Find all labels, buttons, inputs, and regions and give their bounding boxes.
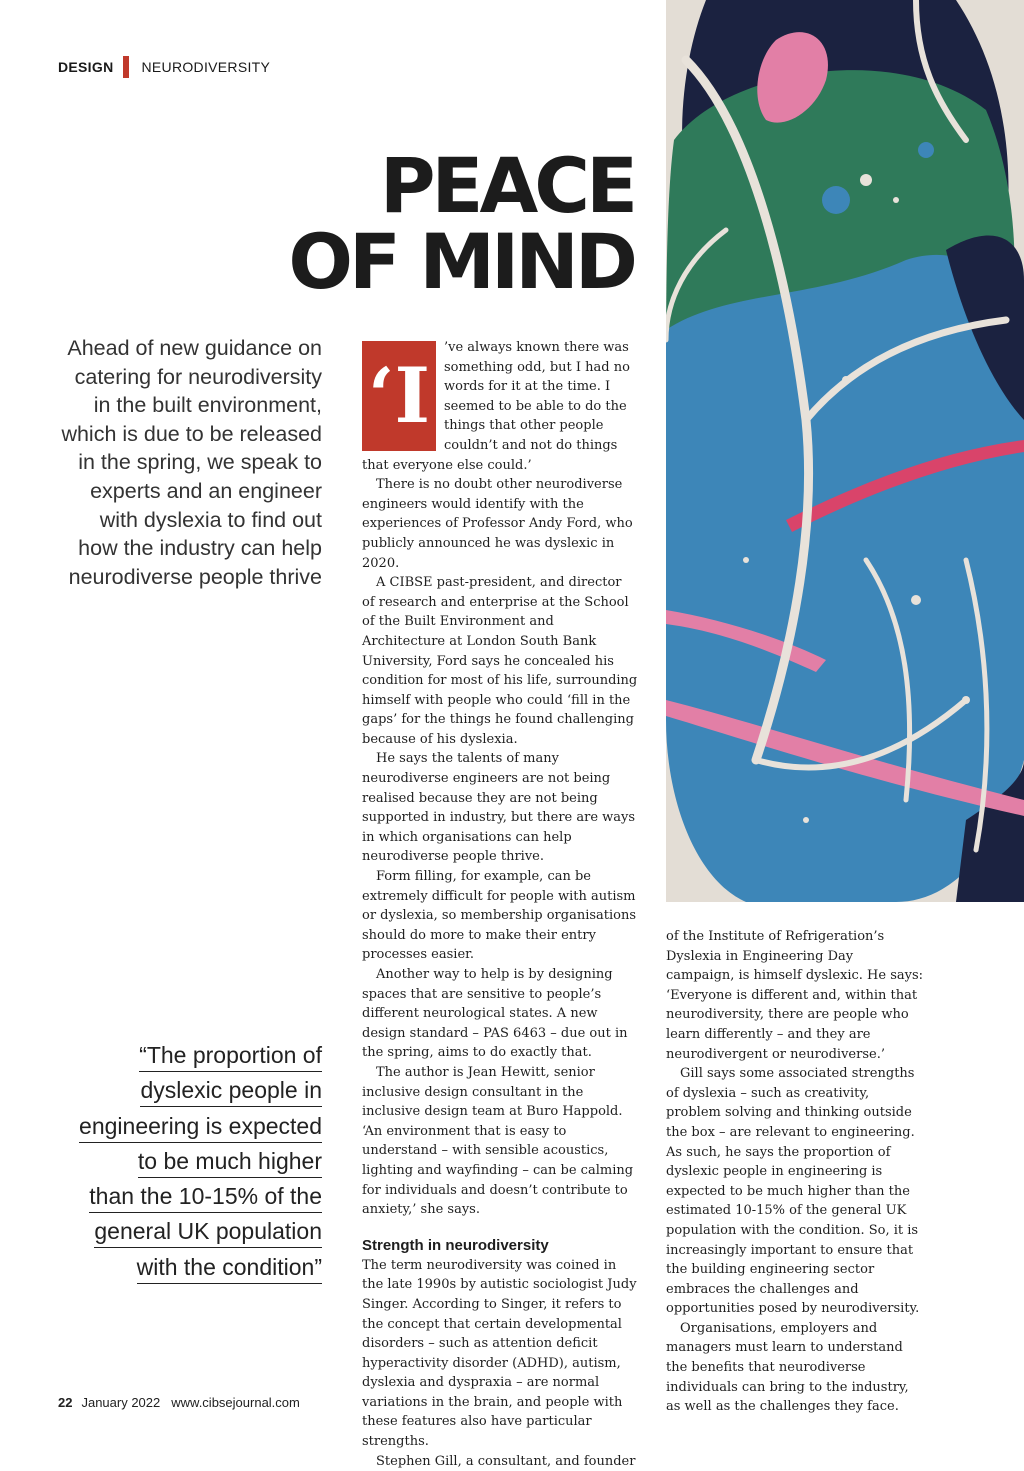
pullquote-line: with the condition”	[58, 1250, 322, 1285]
art-dot	[860, 174, 872, 186]
art-dot	[743, 557, 749, 563]
article-paragraph: Another way to help is by designing spaces that are sensitive to people’s different neurological states. A new design standard – PAS 6463 – due out in the spring, aims to do exactly that.	[362, 967, 628, 1061]
art-dot	[803, 817, 809, 823]
article-column-1	[362, 338, 638, 1471]
website-link[interactable]: www.cibsejournal.com	[171, 1394, 300, 1410]
article-paragraph: The term neurodiversity was coined in the late 1990s by autistic sociologist Judy Singer. According to Singer, it refers to the concept that certain developmental disorders – such as attention deficit hyperactivity disorder (ADHD), autism, dyslexia and dyspraxia – are normal variations in the brain, and people with these features also have particular strengths.	[362, 1257, 637, 1450]
section-divider	[123, 56, 129, 78]
section-topic: NEURODIVERSITY	[141, 59, 271, 75]
subheading: Strength in neurodiversity	[362, 1236, 549, 1254]
abstract-illustration	[666, 0, 1024, 902]
page-footer	[58, 1392, 300, 1412]
art-dot	[911, 595, 921, 605]
article-paragraph: Organisations, employers and managers must learn to understand the benefits that neurodiverse individuals can bring to the industry, as well as the challenges they face.	[666, 1320, 909, 1415]
headline-line-2: OF MIND	[288, 217, 634, 306]
article-paragraph: There is no doubt other neurodiverse engineers would identify with the experiences of Professor Andy Ford, who publicly announced he was dyslexic in 2020.	[362, 477, 633, 571]
pullquote-line: general UK population	[58, 1214, 322, 1249]
article-paragraph: ’ve always known there was something odd, but I had no words for it at the time. I seemed to be able to do the things that other people couldn’t and not do things that everyone else could.’	[362, 340, 630, 473]
pullquote	[58, 1038, 322, 1285]
section-tag	[58, 56, 270, 78]
art-dot	[962, 696, 970, 704]
section-category: DESIGN	[58, 59, 114, 75]
headline-line-1: PEACE	[379, 141, 634, 230]
art-dot	[893, 197, 899, 203]
pullquote-line: engineering is expected	[58, 1109, 322, 1144]
article-paragraph: A CIBSE past-president, and director of research and enterprise at the School of the Built Environment and Architecture at London South Bank University, Ford says he concealed his condition for most of his life, surrounding himself with people who could ‘fill in the gaps’ for the things he found challenging because of his dyslexia.	[362, 575, 638, 747]
issue-date: January 2022	[81, 1394, 161, 1410]
art-dot	[822, 186, 850, 214]
article-paragraph: He says the talents of many neurodiverse engineers are not being realised because they are not being supported in industry, but there are ways in which organisations can help neurodiverse people thrive.	[362, 751, 636, 865]
pullquote-line: to be much higher	[58, 1144, 322, 1179]
article-paragraph: Stephen Gill, a consultant, and founder	[376, 1453, 636, 1469]
pullquote-line: than the 10-15% of the	[58, 1179, 322, 1214]
pullquote-line: dyslexic people in	[58, 1073, 322, 1108]
art-dot	[918, 142, 934, 158]
article-paragraph: Gill says some associated strengths of dyslexia – such as creativity, problem solving and thinking outside the box – are relevant to engineering. As such, he says the proportion of dyslexic people in engineering is expected to be much higher than the estimated 10-15% of the general UK population with the condition. So, it is increasingly important to ensure that the building engineering sector embraces the challenges and opportunities posed by neurodiversity.	[666, 1066, 920, 1317]
article-paragraph: The author is Jean Hewitt, senior inclusive design consultant in the inclusive design team at Buro Happold. ‘An environment that is easy to understand – with sensible acoustics, lighting and wayfinding – can be calming for individuals and doesn’t contribute to anxiety,’ she says.	[362, 1064, 634, 1218]
article-column-2	[666, 927, 924, 1417]
page-number: 22	[58, 1394, 73, 1410]
standfirst: Ahead of new guidance on catering for neurodiversity in the built environment, which is due to be released in the spring, we speak to experts and an engineer with dyslexia to find out how the industry can help neurodiverse people thrive	[61, 336, 322, 589]
drop-cap: ‘I	[362, 341, 436, 451]
article-paragraph: Form filling, for example, can be extremely difficult for people with autism or dyslexia, so membership organisations should do more to make their entry processes easier.	[362, 869, 637, 963]
pullquote-line: “The proportion of	[58, 1038, 322, 1073]
art-dot	[842, 376, 850, 384]
article-paragraph: of the Institute of Refrigeration’s Dyslexia in Engineering Day campaign, is himself dyslexic. He says: ‘Everyone is different and, within that neurodiversity, there are people who learn differently – and they are neurodivergent or neurodiverse.’	[666, 929, 924, 1062]
headline	[288, 141, 634, 306]
